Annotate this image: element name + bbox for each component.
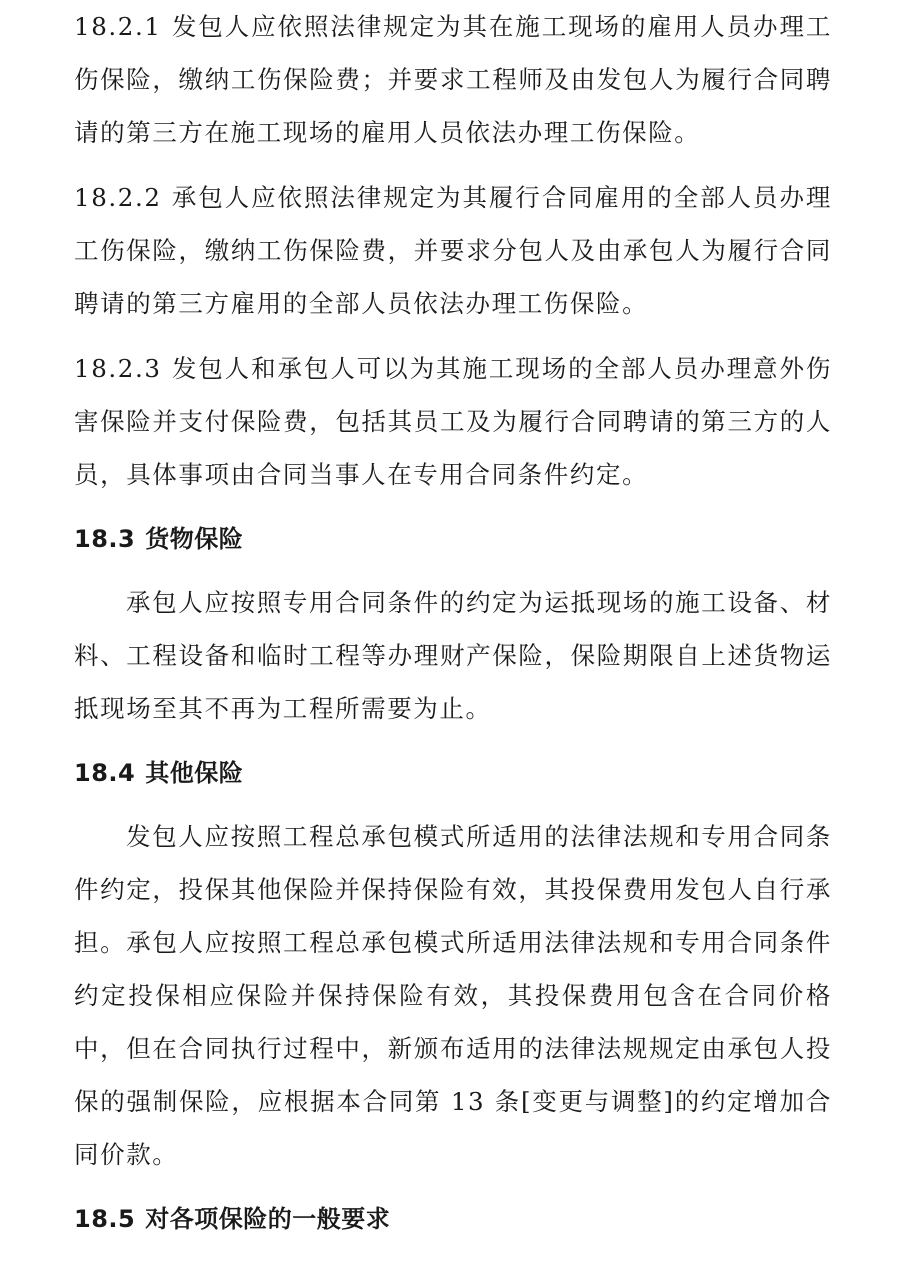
clause-number: 18.2.3 — [74, 354, 162, 383]
clause-text: 发包人和承包人可以为其施工现场的全部人员办理意外伤害保险并支付保险费，包括其员工及为履行合同聘请的第三方的人员，具体事项由合同当事人在专用合同条件约定。 — [74, 354, 832, 489]
clause-text: 承包人应依照法律规定为其履行合同雇用的全部人员办理工伤保险，缴纳工伤保险费，并要求分包人及由承包人为履行合同聘请的第三方雇用的全部人员依法办理工伤保险。 — [74, 183, 832, 318]
section-heading-18-3 — [74, 513, 832, 566]
section-number: 18.3 — [74, 525, 136, 553]
clause-text: 发包人应依照法律规定为其在施工现场的雇用人员办理工伤保险，缴纳工伤保险费；并要求工程师及由发包人为履行合同聘请的第三方在施工现场的雇用人员依法办理工伤保险。 — [74, 12, 832, 147]
clause-18-2-3 — [74, 342, 832, 501]
section-heading-18-5 — [74, 1193, 832, 1246]
section-heading-18-4 — [74, 747, 832, 800]
clause-18-2-2 — [74, 171, 832, 330]
document-page — [74, 0, 832, 1246]
paragraph-18-4: 发包人应按照工程总承包模式所适用的法律法规和专用合同条件约定，投保其他保险并保持保险有效，其投保费用发包人自行承担。承包人应按照工程总承包模式所适用法律法规和专用合同条件约定投保相应保险并保持保险有效，其投保费用包含在合同价格中，但在合同执行过程中，新颁布适用的法律法规规定由承包人投保的强制保险，应根据本合同第 13 条[变更与调整]的约定增加合同价款。 — [74, 822, 832, 1169]
clause-number: 18.2.1 — [74, 12, 162, 41]
clause-number: 18.2.2 — [74, 183, 162, 212]
paragraph-18-3: 承包人应按照专用合同条件的约定为运抵现场的施工设备、材料、工程设备和临时工程等办理财产保险，保险期限自上述货物运抵现场至其不再为工程所需要为止。 — [74, 588, 832, 723]
section-title: 其他保险 — [145, 759, 244, 787]
clause-18-2-1 — [74, 0, 832, 159]
section-number: 18.4 — [74, 759, 136, 787]
section-title: 对各项保险的一般要求 — [145, 1205, 391, 1233]
section-number: 18.5 — [74, 1205, 136, 1233]
section-title: 货物保险 — [145, 525, 244, 553]
